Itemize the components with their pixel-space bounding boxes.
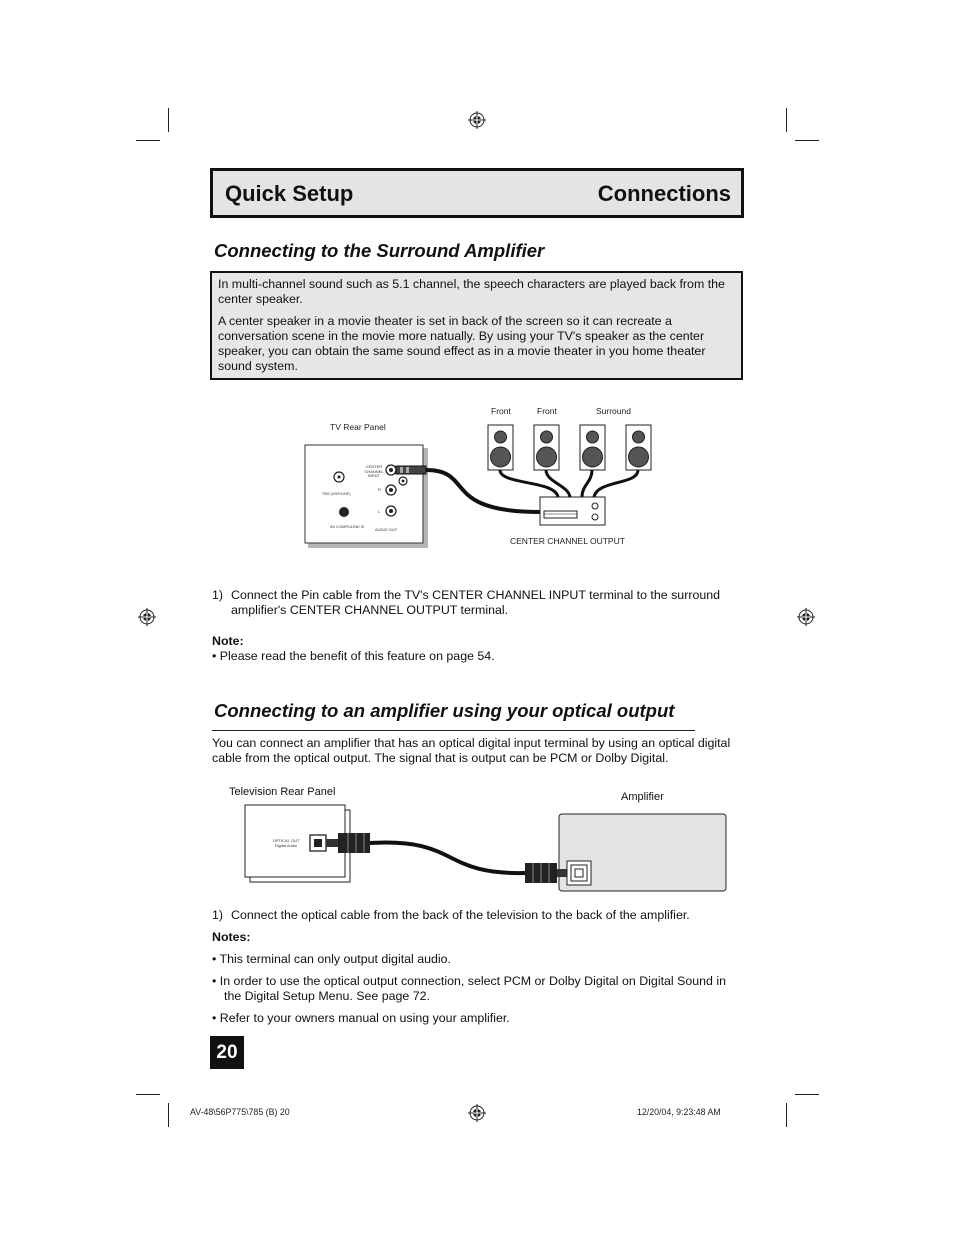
surround-step-1: Connect the Pin cable from the TV's CENTER CHANNEL INPUT terminal to the surround amplifier's CENTER CHANNEL OUTPUT terminal. bbox=[231, 588, 721, 617]
registration-mark-icon bbox=[138, 608, 156, 626]
crop-mark bbox=[168, 108, 169, 132]
optical-step-1: Connect the optical cable from the back of the television to the back of the amplifier. bbox=[231, 908, 690, 922]
optical-intro: You can connect an amplifier that has an optical digital input terminal by using an optical digital cable from the optical output. The signal that is output can be PCM or Dolby Digital. bbox=[212, 736, 731, 765]
header-title-connections: Connections bbox=[597, 181, 731, 206]
footer-right: 12/20/04, 9:23:48 AM bbox=[637, 1107, 721, 1117]
speaker-icon bbox=[580, 425, 605, 470]
speaker-icon bbox=[488, 425, 513, 470]
step-number: 1) bbox=[212, 588, 224, 602]
optical-note-3: • Refer to your owners manual on using your amplifier. bbox=[212, 1011, 510, 1025]
optical-note-2: • In order to use the optical output connection, select PCM or Dolby Digital on Digital Sound in bbox=[212, 974, 727, 988]
front-speaker-label: Front bbox=[537, 406, 557, 416]
registration-mark-icon bbox=[468, 1104, 486, 1122]
optical-out-label bbox=[268, 839, 304, 848]
jack-r-label: R bbox=[378, 487, 381, 492]
note-label: Note: bbox=[212, 634, 244, 648]
jack-75-label: 75Ω (VHF/UHF) bbox=[322, 491, 351, 496]
crop-mark bbox=[786, 108, 787, 132]
television-rear-panel-label: Television Rear Panel bbox=[229, 786, 336, 798]
header-title-quick-setup: Quick Setup bbox=[225, 181, 354, 206]
notes-label: Notes: bbox=[212, 930, 251, 944]
optical-out-line-2: Digital Audio bbox=[274, 842, 298, 848]
section-title-surround: Connecting to the Surround Amplifier bbox=[214, 240, 545, 261]
surround-diagram-art bbox=[300, 420, 660, 550]
surround-info-box bbox=[210, 271, 743, 380]
info-paragraph-2: A center speaker in a movie theater is set in back of the screen so it can recreate a conversation scene in the movie more natually. By using your TV's speaker as the center speaker, you can obtain the same sound effect as in a movie theater in you home theater sound system. bbox=[218, 314, 706, 373]
optical-out-line-1: OPTICAL OUT bbox=[272, 838, 300, 843]
jack-av-compulink-label: AV COMPULINK III bbox=[330, 524, 365, 529]
registration-mark-icon bbox=[468, 111, 486, 129]
crop-mark bbox=[795, 140, 819, 141]
speaker-icon bbox=[534, 425, 559, 470]
step-number: 1) bbox=[212, 908, 224, 922]
crop-mark bbox=[168, 1103, 169, 1127]
page-number: 20 bbox=[210, 1036, 244, 1069]
note-text: • Please read the benefit of this feature on page 54. bbox=[212, 649, 495, 663]
info-paragraph-1: In multi-channel sound such as 5.1 channel, the speech characters are played back from the center speaker. bbox=[218, 277, 725, 306]
front-speaker-label: Front bbox=[491, 406, 511, 416]
amplifier-label: Amplifier bbox=[621, 791, 664, 803]
footer-left: AV-48\56P775\785 (B) 20 bbox=[190, 1107, 290, 1117]
center-channel-output-label: CENTER CHANNEL OUTPUT bbox=[510, 536, 625, 546]
optical-note-2-cont: the Digital Setup Menu. See page 72. bbox=[224, 989, 430, 1003]
section-underline bbox=[212, 730, 695, 731]
crop-mark bbox=[786, 1103, 787, 1127]
crop-mark bbox=[136, 1094, 160, 1095]
section-title-optical: Connecting to an amplifier using your optical output bbox=[214, 700, 675, 721]
jack-audio-out-label: AUDIO OUT bbox=[375, 527, 398, 532]
jack-center-label: CENTER CHANNEL INPUT bbox=[364, 464, 384, 478]
speaker-icon bbox=[626, 425, 651, 470]
optical-note-1: • This terminal can only output digital audio. bbox=[212, 952, 451, 966]
header-bar bbox=[210, 168, 744, 218]
crop-mark bbox=[795, 1094, 819, 1095]
crop-mark bbox=[136, 140, 160, 141]
registration-mark-icon bbox=[797, 608, 815, 626]
tv-rear-panel-label: TV Rear Panel bbox=[330, 422, 386, 432]
surround-speaker-label: Surround bbox=[596, 406, 631, 416]
jack-l-label: L bbox=[378, 509, 381, 514]
optical-diagram-art bbox=[240, 800, 730, 895]
